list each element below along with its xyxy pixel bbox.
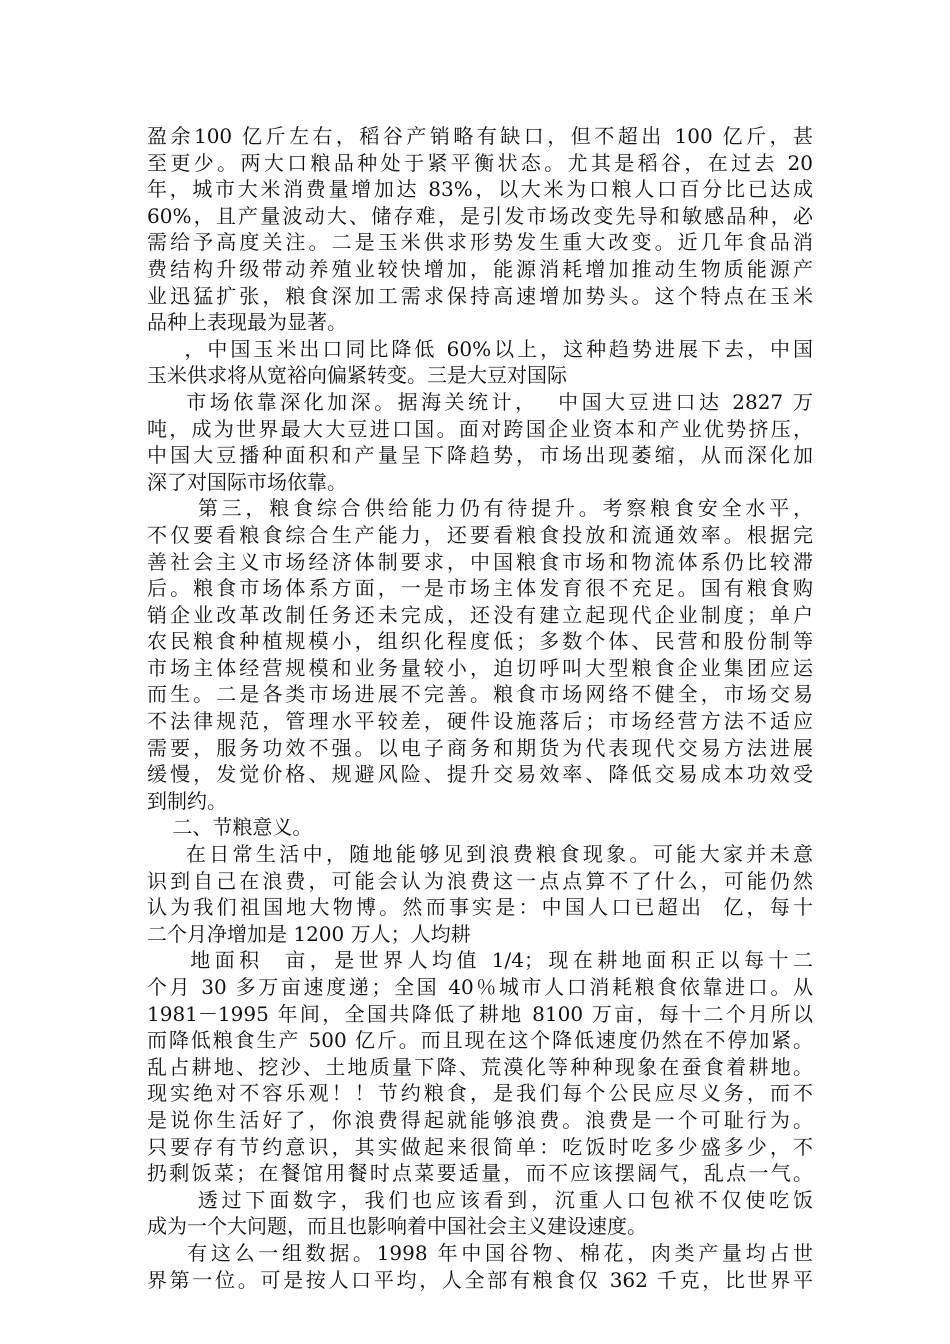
text-line: 乱占耕地、挖沙、土地质量下降、荒漠化等种种现象在蚕食着耕地。 xyxy=(147,1054,813,1079)
text-line: 而生。二是各类市场进展不完善。粮食市场网络不健全，市场交易 xyxy=(147,682,813,707)
text-line: 只要存有节约意识，其实做起来很简单：吃饭时吃多少盛多少，不 xyxy=(147,1134,813,1159)
text-line: 有这么一组数据。1998 年中国谷物、棉花，肉类产量均占世 xyxy=(147,1240,813,1265)
text-line: 二、节粮意义。 xyxy=(147,815,313,840)
text-line: 业迅猛扩张，粮食深加工需求保持高速增加势头。这个特点在玉米 xyxy=(147,283,813,308)
body-text xyxy=(147,123,813,1293)
text-line: 品种上表现最为显著。 xyxy=(147,310,347,335)
text-line: 界第一位。可是按人口平均，人全部有粮食仅 362 千克，比世界平 xyxy=(147,1267,813,1292)
text-line: 到制约。 xyxy=(147,788,227,813)
text-line: ，中国玉米出口同比降低 60%以上，这种趋势进展下去，中国 xyxy=(147,336,813,361)
text-line: 善社会主义市场经济体制要求，中国粮食市场和物流体系仍比较滞 xyxy=(147,549,813,574)
text-line: 需要，服务功效不强。以电子商务和期货为代表现代交易方法进展 xyxy=(147,735,813,760)
text-line: 个月 30 多万亩速度递；全国 40％城市人口消耗粮食依靠进口。从 xyxy=(147,975,813,999)
text-line: 中国大豆播种面积和产量呈下降趋势，市场出现萎缩，从而深化加 xyxy=(147,443,813,468)
text-line: 缓慢，发觉价格、规避风险、提升交易效率、降低交易成本功效受 xyxy=(147,762,813,787)
text-line: 需给予高度关注。二是玉米供求形势发生重大改变。近几年食品消 xyxy=(147,230,813,255)
text-line: 1981－1995 年间，全国共降低了耕地 8100 万亩，每十二个月所以 xyxy=(147,1001,813,1026)
text-line: 现实绝对不容乐观！！节约粮食，是我们每个公民应尽义务，而不 xyxy=(147,1081,813,1106)
text-line: 识到自己在浪费，可能会认为浪费这一点点算不了什么，可能仍然 xyxy=(147,868,813,893)
text-line: 而降低粮食生产 500 亿斤。而且现在这个降低速度仍然在不停加紧。 xyxy=(147,1028,813,1053)
text-line: 在日常生活中，随地能够见到浪费粮食现象。可能大家并未意 xyxy=(147,842,813,867)
text-line: 二个月净增加是 1200 万人；人均耕 xyxy=(147,921,471,946)
text-line: 不法律规范，管理水平较差，硬件设施落后；市场经营方法不适应 xyxy=(147,709,813,734)
text-line: 销企业改革改制任务还未完成，还没有建立起现代企业制度；单户 xyxy=(147,602,813,627)
text-line: 60%，且产量波动大、储存难，是引发市场改变先导和敏感品种，必 xyxy=(147,203,813,228)
text-line: 农民粮食种植规模小，组织化程度低；多数个体、民营和股份制等 xyxy=(147,629,813,654)
text-line: 玉米供求将从宽裕向偏紧转变。三是大豆对国际 xyxy=(147,363,567,388)
text-line: 成为一个大问题，而且也影响着中国社会主义建设速度。 xyxy=(147,1214,647,1239)
text-line: 市场主体经营规模和业务量较小，迫切呼叫大型粮食企业集团应运 xyxy=(147,655,813,680)
text-line: 认为我们祖国地大物博。然而事实是：中国人口已超出 亿，每十 xyxy=(147,895,813,920)
text-line: 地面积 亩，是世界人均值 1/4；现在耕地面积正以每十二 xyxy=(147,948,813,973)
text-line: 费结构升级带动养殖业较快增加，能源消耗增加推动生物质能源产 xyxy=(147,256,813,281)
text-line: 后。粮食市场体系方面，一是市场主体发育很不充足。国有粮食购 xyxy=(147,576,813,601)
text-line: 市场依靠深化加深。据海关统计， 中国大豆进口达 2827 万 xyxy=(147,389,813,414)
text-line: 年，城市大米消费量增加达 83%，以大米为口粮人口百分比已达成 xyxy=(147,177,813,202)
text-line: 深了对国际市场依靠。 xyxy=(147,469,347,494)
text-line: 不仅要看粮食综合生产能力，还要看粮食投放和流通效率。根据完 xyxy=(147,522,813,547)
text-line: 第三，粮食综合供给能力仍有待提升。考察粮食安全水平， xyxy=(147,496,813,521)
text-line: 吨，成为世界最大大豆进口国。面对跨国企业资本和产业优势挤压， xyxy=(147,416,813,441)
text-line: 至更少。两大口粮品种处于紧平衡状态。尤其是稻谷，在过去 20 xyxy=(147,150,813,175)
text-line: 扔剩饭菜；在餐馆用餐时点菜要适量，而不应该摆阔气，乱点一气。 xyxy=(147,1161,813,1186)
text-line: 盈余100 亿斤左右，稻谷产销略有缺口，但不超出 100 亿斤，甚 xyxy=(147,124,813,148)
text-line: 是说你生活好了，你浪费得起就能够浪费。浪费是一个可耻行为。 xyxy=(147,1107,813,1132)
text-line: 透过下面数字，我们也应该看到，沉重人口包袱不仅使吃饭 xyxy=(147,1187,813,1212)
